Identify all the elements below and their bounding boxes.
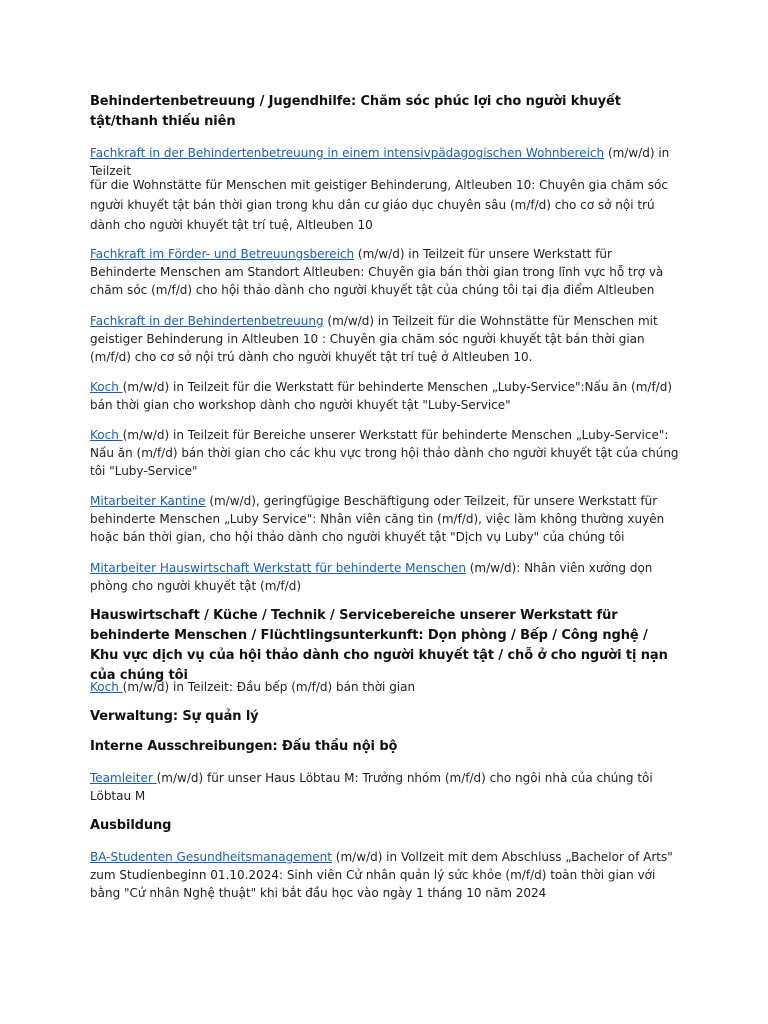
section-heading-verwaltung: Verwaltung: Sự quản lý — [90, 709, 259, 724]
job-listing — [90, 769, 680, 805]
job-description: (m/w/d) in Teilzeit — [90, 146, 670, 178]
job-description: (m/w/d) in Vollzeit mit dem Abschluss „Bachelor of Arts" zum Studienbeginn 01.10.2024: Sinh viên Cử nhân quản lý sức khỏe (m/f/d) toàn thời gian với bằng "Cử nhân Nghệ thuật" khi bắt đầu học vào ngày 1 tháng 10 năm 2024 — [90, 850, 673, 900]
job-link[interactable]: Mitarbeiter Kantine — [90, 494, 206, 508]
job-listing-continuation — [90, 175, 680, 235]
job-link[interactable]: Mitarbeiter Hauswirtschaft Werkstatt für behinderte Menschen — [90, 561, 466, 575]
job-description: (m/w/d), geringfügige Beschäftigung oder Teilzeit, für unsere Werkstatt für behinderte Menschen „Luby Service": Nhân viên căng tin (m/f/d), việc làm không thường xuyên hoặc bán thời gian, cho hội thảo dành cho người khuyết tật "Dịch vụ Luby" của chúng tôi — [90, 494, 665, 544]
job-link[interactable]: Koch — [90, 380, 123, 394]
job-description: (m/w/d) in Teilzeit für Bereiche unserer Werkstatt für behinderte Menschen „Luby-Service": Nấu ăn (m/f/d) bán thời gian cho các khu vực trong hội thảo dành cho người khuyết tật của chúng tôi "Luby-Service" — [90, 428, 679, 478]
section-heading-interne-ausschreibungen: Interne Ausschreibungen: Đấu thầu nội bộ — [90, 739, 398, 754]
job-listing — [90, 559, 680, 595]
job-link[interactable]: BA-Studenten Gesundheitsmanagement — [90, 850, 332, 864]
job-description: für die Wohnstätte für Menschen mit geistiger Behinderung, Altleuben 10: Chuyên gia chăm sóc người khuyết tật bán thời gian trong khu dân cư giáo dục chuyên sâu (m/f/d) cho cơ sở nội trú dành cho người khuyết tật trí tuệ, Altleuben 10 — [90, 178, 668, 232]
job-link[interactable]: Koch — [90, 680, 123, 694]
section-heading-behindertenbetreuung: Behindertenbetreuung / Jugendhilfe: Chăm sóc phúc lợi cho người khuyết tật/thanh thiếu niên — [90, 94, 621, 129]
job-listing — [90, 426, 680, 480]
job-listing — [90, 378, 680, 414]
section-heading-hauswirtschaft: Hauswirtschaft / Küche / Technik / Servicebereiche unserer Werkstatt für behinderte Menschen / Flüchtlingsunterkunft: Dọn phòng / Bếp / Công nghệ / Khu vực dịch vụ của hội thảo dành cho người khuyết tật / chỗ ở cho người tị nạn của chúng tôi — [90, 608, 668, 683]
section-heading-ausbildung: Ausbildung — [90, 818, 172, 833]
job-listing — [90, 678, 680, 696]
job-listing — [90, 312, 680, 366]
job-link[interactable]: Koch — [90, 428, 123, 442]
job-link[interactable]: Fachkraft im Förder- und Betreuungsbereich — [90, 247, 355, 261]
job-listing — [90, 848, 680, 902]
job-description: (m/w/d) in Teilzeit: Đầu bếp (m/f/d) bán thời gian — [122, 680, 416, 694]
job-description: (m/w/d) in Teilzeit für die Werkstatt für behinderte Menschen „Luby-Service":Nấu ăn (m/f/d) bán thời gian cho workshop dành cho người khuyết tật "Luby-Service" — [90, 380, 673, 412]
job-link[interactable]: Fachkraft in der Behindertenbetreuung in einem intensivpädagogischen Wohnbereich — [90, 146, 605, 160]
job-description: (m/w/d) in Teilzeit für unsere Werkstatt für Behinderte Menschen am Standort Altleuben: Chuyên gia bán thời gian trong lĩnh vực hỗ trợ và chăm sóc (m/f/d) cho hội thảo dành cho người khuyết tật của chúng tôi tại địa điểm Altleuben — [90, 247, 664, 297]
job-link[interactable]: Teamleiter — [90, 771, 157, 785]
job-listing — [90, 492, 680, 546]
job-description: (m/w/d): Nhân viên xưởng dọn phòng cho người khuyết tật (m/f/d) — [90, 561, 653, 593]
job-link[interactable]: Fachkraft in der Behindertenbetreuung — [90, 314, 324, 328]
job-listing — [90, 245, 680, 299]
job-description: (m/w/d) in Teilzeit für die Wohnstätte für Menschen mit geistiger Behinderung in Altleuben 10 : Chuyên gia chăm sóc người khuyết tật bán thời gian (m/f/d) cho cơ sở nội trú dành cho người khuyết tật trí tuệ ở Altleuben 10. — [90, 314, 658, 364]
job-description: (m/w/d) für unser Haus Löbtau M: Trưởng nhóm (m/f/d) cho ngôi nhà của chúng tôi Löbtau M — [90, 771, 653, 803]
